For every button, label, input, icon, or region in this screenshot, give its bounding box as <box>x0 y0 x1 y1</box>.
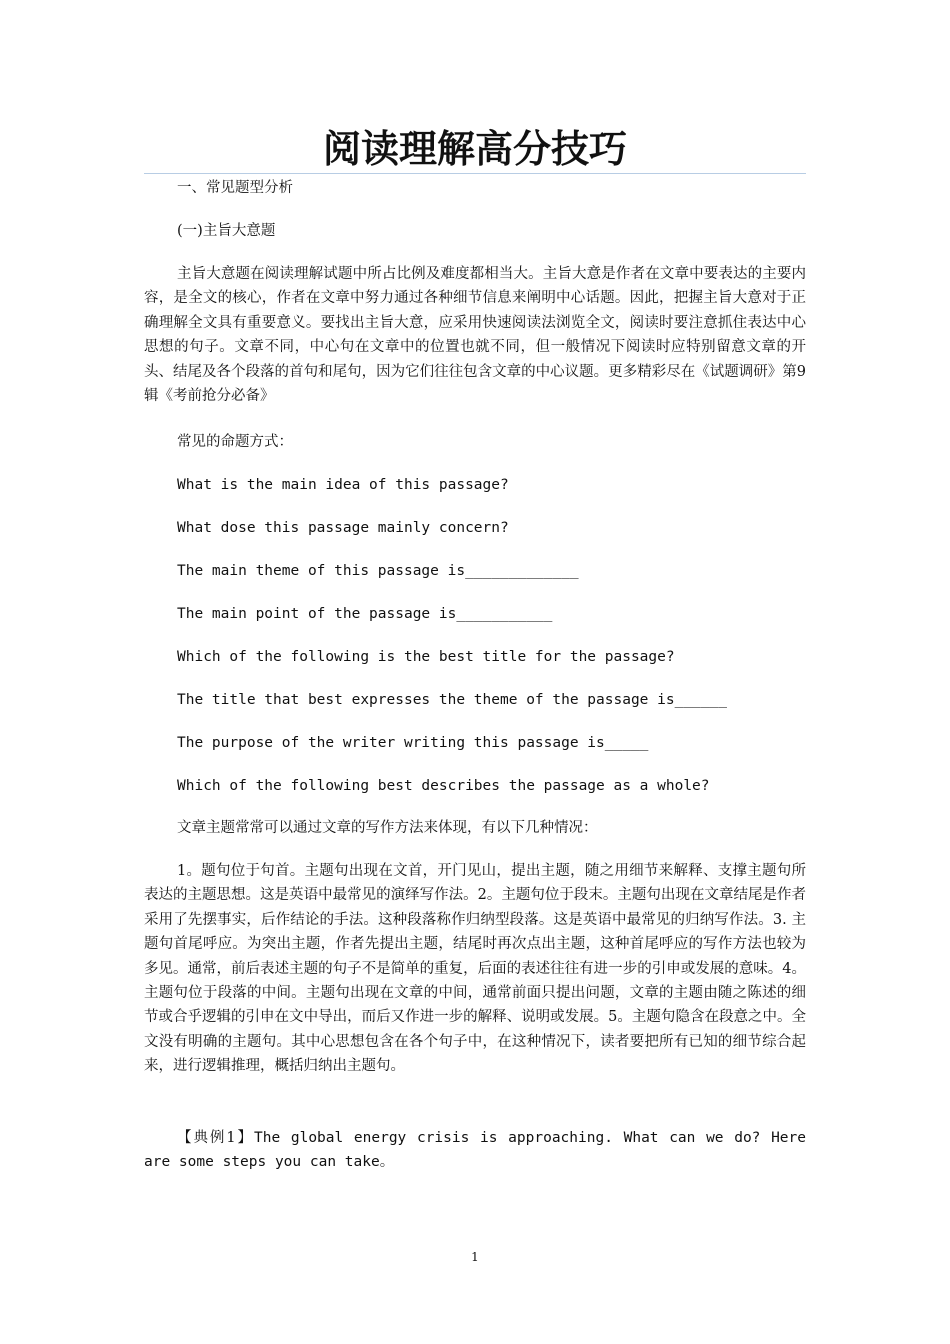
question-form-item: What is the main idea of this passage? <box>177 477 509 493</box>
methods-intro: 文章主题常常可以通过文章的写作方法来体现，有以下几种情况： <box>177 820 598 836</box>
question-forms-label: 常见的命题方式： <box>177 434 293 450</box>
example-text: The global energy crisis is approaching. What can we do? Here are some steps you can take。 <box>144 1130 806 1171</box>
section-heading: 一、常见题型分析 <box>177 180 293 196</box>
question-form-item: The main theme of this passage is_____________ <box>177 563 579 579</box>
title-divider <box>144 173 806 174</box>
methods-paragraph: 1。题句位于句首。主题句出现在文首，开门见山，提出主题，随之用细节来解释、支撑主题句所表达的主题思想。这是英语中最常见的演绎写作法。2。主题句位于段末。主题句出现在文章结尾是作者采用了先摆事实，后作结论的手法。这种段落称作归纳型段落。这是英语中最常见的归纳写作法。3. 主题句首尾呼应。为突出主题，作者先提出主题，结尾时再次点出主题，这种首尾呼应的写作方法也较为多见。通常，前后表述主题的句子不是简单的重复，后面的表述往往有进一步的引申或发展的意味。4。主题句位于段落的中间。主题句出现在文章的中间，通常前面只提出问题，文章的主题由随之陈述的细节或合乎逻辑的引申在文中导出，而后又作进一步的解释、说明或发展。5。主题句隐含在段意之中。全文没有明确的主题句。其中心思想包含在各个句子中，在这种情况下，读者要把所有已知的细节综合起来，进行逻辑推理，概括归纳出主题句。 <box>144 863 806 1075</box>
question-form-item: Which of the following is the best title for the passage? <box>177 649 675 665</box>
subsection-heading: (一)主旨大意题 <box>177 223 276 239</box>
question-form-item: The title that best expresses the theme of the passage is______ <box>177 692 727 708</box>
intro-paragraph: 主旨大意题在阅读理解试题中所占比例及难度都相当大。主旨大意是作者在文章中要表达的主要内容，是全文的核心，作者在文章中努力通过各种细节信息来阐明中心话题。因此，把握主旨大意对于正确理解全文具有重要意义。要找出主旨大意，应采用快速阅读法浏览全文，阅读时要注意抓住表达中心思想的句子。文章不同，中心句在文章中的位置也就不同，但一般情况下阅读时应特别留意文章的开头、结尾及各个段落的首句和尾句，因为它们往往包含文章的中心议题。更多精彩尽在《试题调研》第9辑《考前抢分必备》 <box>144 266 806 405</box>
page-number: 1 <box>471 1250 479 1264</box>
question-form-item: The main point of the passage is___________ <box>177 606 553 622</box>
example-label: 【典例1】 <box>177 1130 254 1146</box>
page-title: 阅读理解高分技巧 <box>322 126 627 171</box>
question-form-item: Which of the following best describes the passage as a whole? <box>177 778 710 794</box>
example-paragraph <box>144 1126 806 1175</box>
question-form-item: What dose this passage mainly concern? <box>177 520 509 536</box>
question-form-item: The purpose of the writer writing this passage is_____ <box>177 735 649 751</box>
